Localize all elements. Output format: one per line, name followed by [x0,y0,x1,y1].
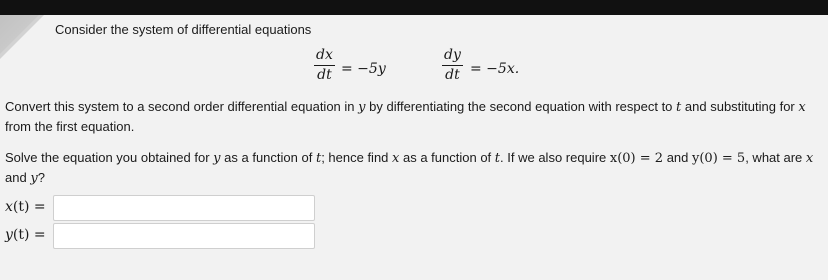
x-of-t-input[interactable] [53,195,315,221]
math-variable: y [213,151,221,166]
equation-2-rhs: = −5x. [470,61,520,77]
fraction-numerator: dx [316,47,333,63]
instruction-text: , what are [745,150,803,165]
fraction-bar [442,65,463,66]
math-variable: y [30,171,38,186]
math-variable: t [494,151,501,166]
math-variable: t [315,151,322,166]
dy-dt-fraction [442,48,463,83]
equation-system [0,48,828,94]
instruction-paragraph-1 [5,97,820,136]
fraction-bar [314,65,335,66]
fraction-denominator: dt [445,67,460,83]
math-variable: y [5,227,13,243]
instruction-text: as a function of [224,150,313,165]
math-variable: x [5,199,13,215]
top-bar [0,0,828,15]
instruction-text: . If we also require [500,150,607,165]
math-variable: y [358,100,366,115]
answer-label-rest: (t) = [12,227,46,243]
instruction-text: Solve the equation you obtained for [5,150,210,165]
answer-label-y [5,227,46,243]
instruction-text: Convert this system to a second order differential equation in [5,99,355,114]
instruction-text: ; hence find [321,150,389,165]
instruction-paragraph-2 [5,148,820,188]
answer-label-rest: (t) = [12,199,46,215]
y-of-t-input[interactable] [53,223,315,249]
answer-label-x [5,199,46,215]
fraction-numerator: dy [444,47,461,63]
fraction-denominator: dt [317,67,332,83]
dx-dt-fraction [314,48,335,83]
instruction-text: as a function of [403,150,492,165]
instruction-text: from the first equation. [5,119,135,134]
instruction-text: and [666,150,689,165]
equation-1-rhs: = −5y [341,61,386,77]
intro-text: Consider the system of differential equations [55,22,312,37]
instruction-text: and substituting for [684,99,795,114]
math-variable: x [392,151,400,166]
math-variable: t [676,100,682,115]
initial-condition-x: x(0) = 2 [609,151,664,166]
instruction-text: by differentiating the second equation with respect to [369,99,673,114]
initial-condition-y: y(0) = 5 [692,151,746,166]
math-variable: x [805,151,814,166]
instruction-text: ? [37,170,45,185]
math-variable: x [798,100,806,115]
instruction-text: and [5,170,27,185]
